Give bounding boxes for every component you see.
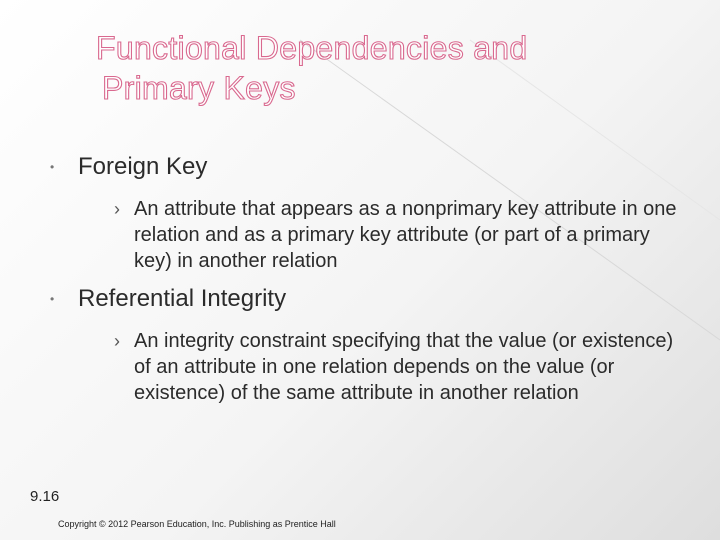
bullet-dot-icon: • (50, 160, 55, 174)
slide-content (50, 152, 690, 406)
sub-bullet-row (114, 196, 690, 274)
sub-bullet-text: An integrity constraint specifying that the value (or existence) of an attribute in one relation depends on the value (or existence) of the same attribute in another relation (134, 330, 674, 404)
bullet-row (50, 284, 690, 314)
bullet-item-referential-integrity (50, 284, 690, 406)
slide-title (96, 28, 656, 108)
bullet-text: Foreign Key (78, 153, 208, 180)
copyright-notice: Copyright © 2012 Pearson Education, Inc. Publishing as Prentice Hall (58, 519, 336, 529)
slide-title-line-2: Primary Keys (102, 70, 296, 106)
chevron-right-icon: › (114, 199, 120, 219)
sub-bullet-text: An attribute that appears as a nonprimary key attribute in one relation and as a primary key attribute (or part of a primary key) in another relation (134, 198, 677, 272)
bullet-item-foreign-key (50, 152, 690, 274)
bullet-dot-icon: • (50, 292, 55, 306)
chevron-right-icon: › (114, 331, 120, 351)
sub-bullet-row (114, 328, 690, 406)
slide-number: 9.16 (30, 488, 60, 505)
bullet-row (50, 152, 690, 182)
slide-title-line-1: Functional Dependencies and (96, 30, 528, 66)
bullet-text: Referential Integrity (78, 285, 287, 312)
